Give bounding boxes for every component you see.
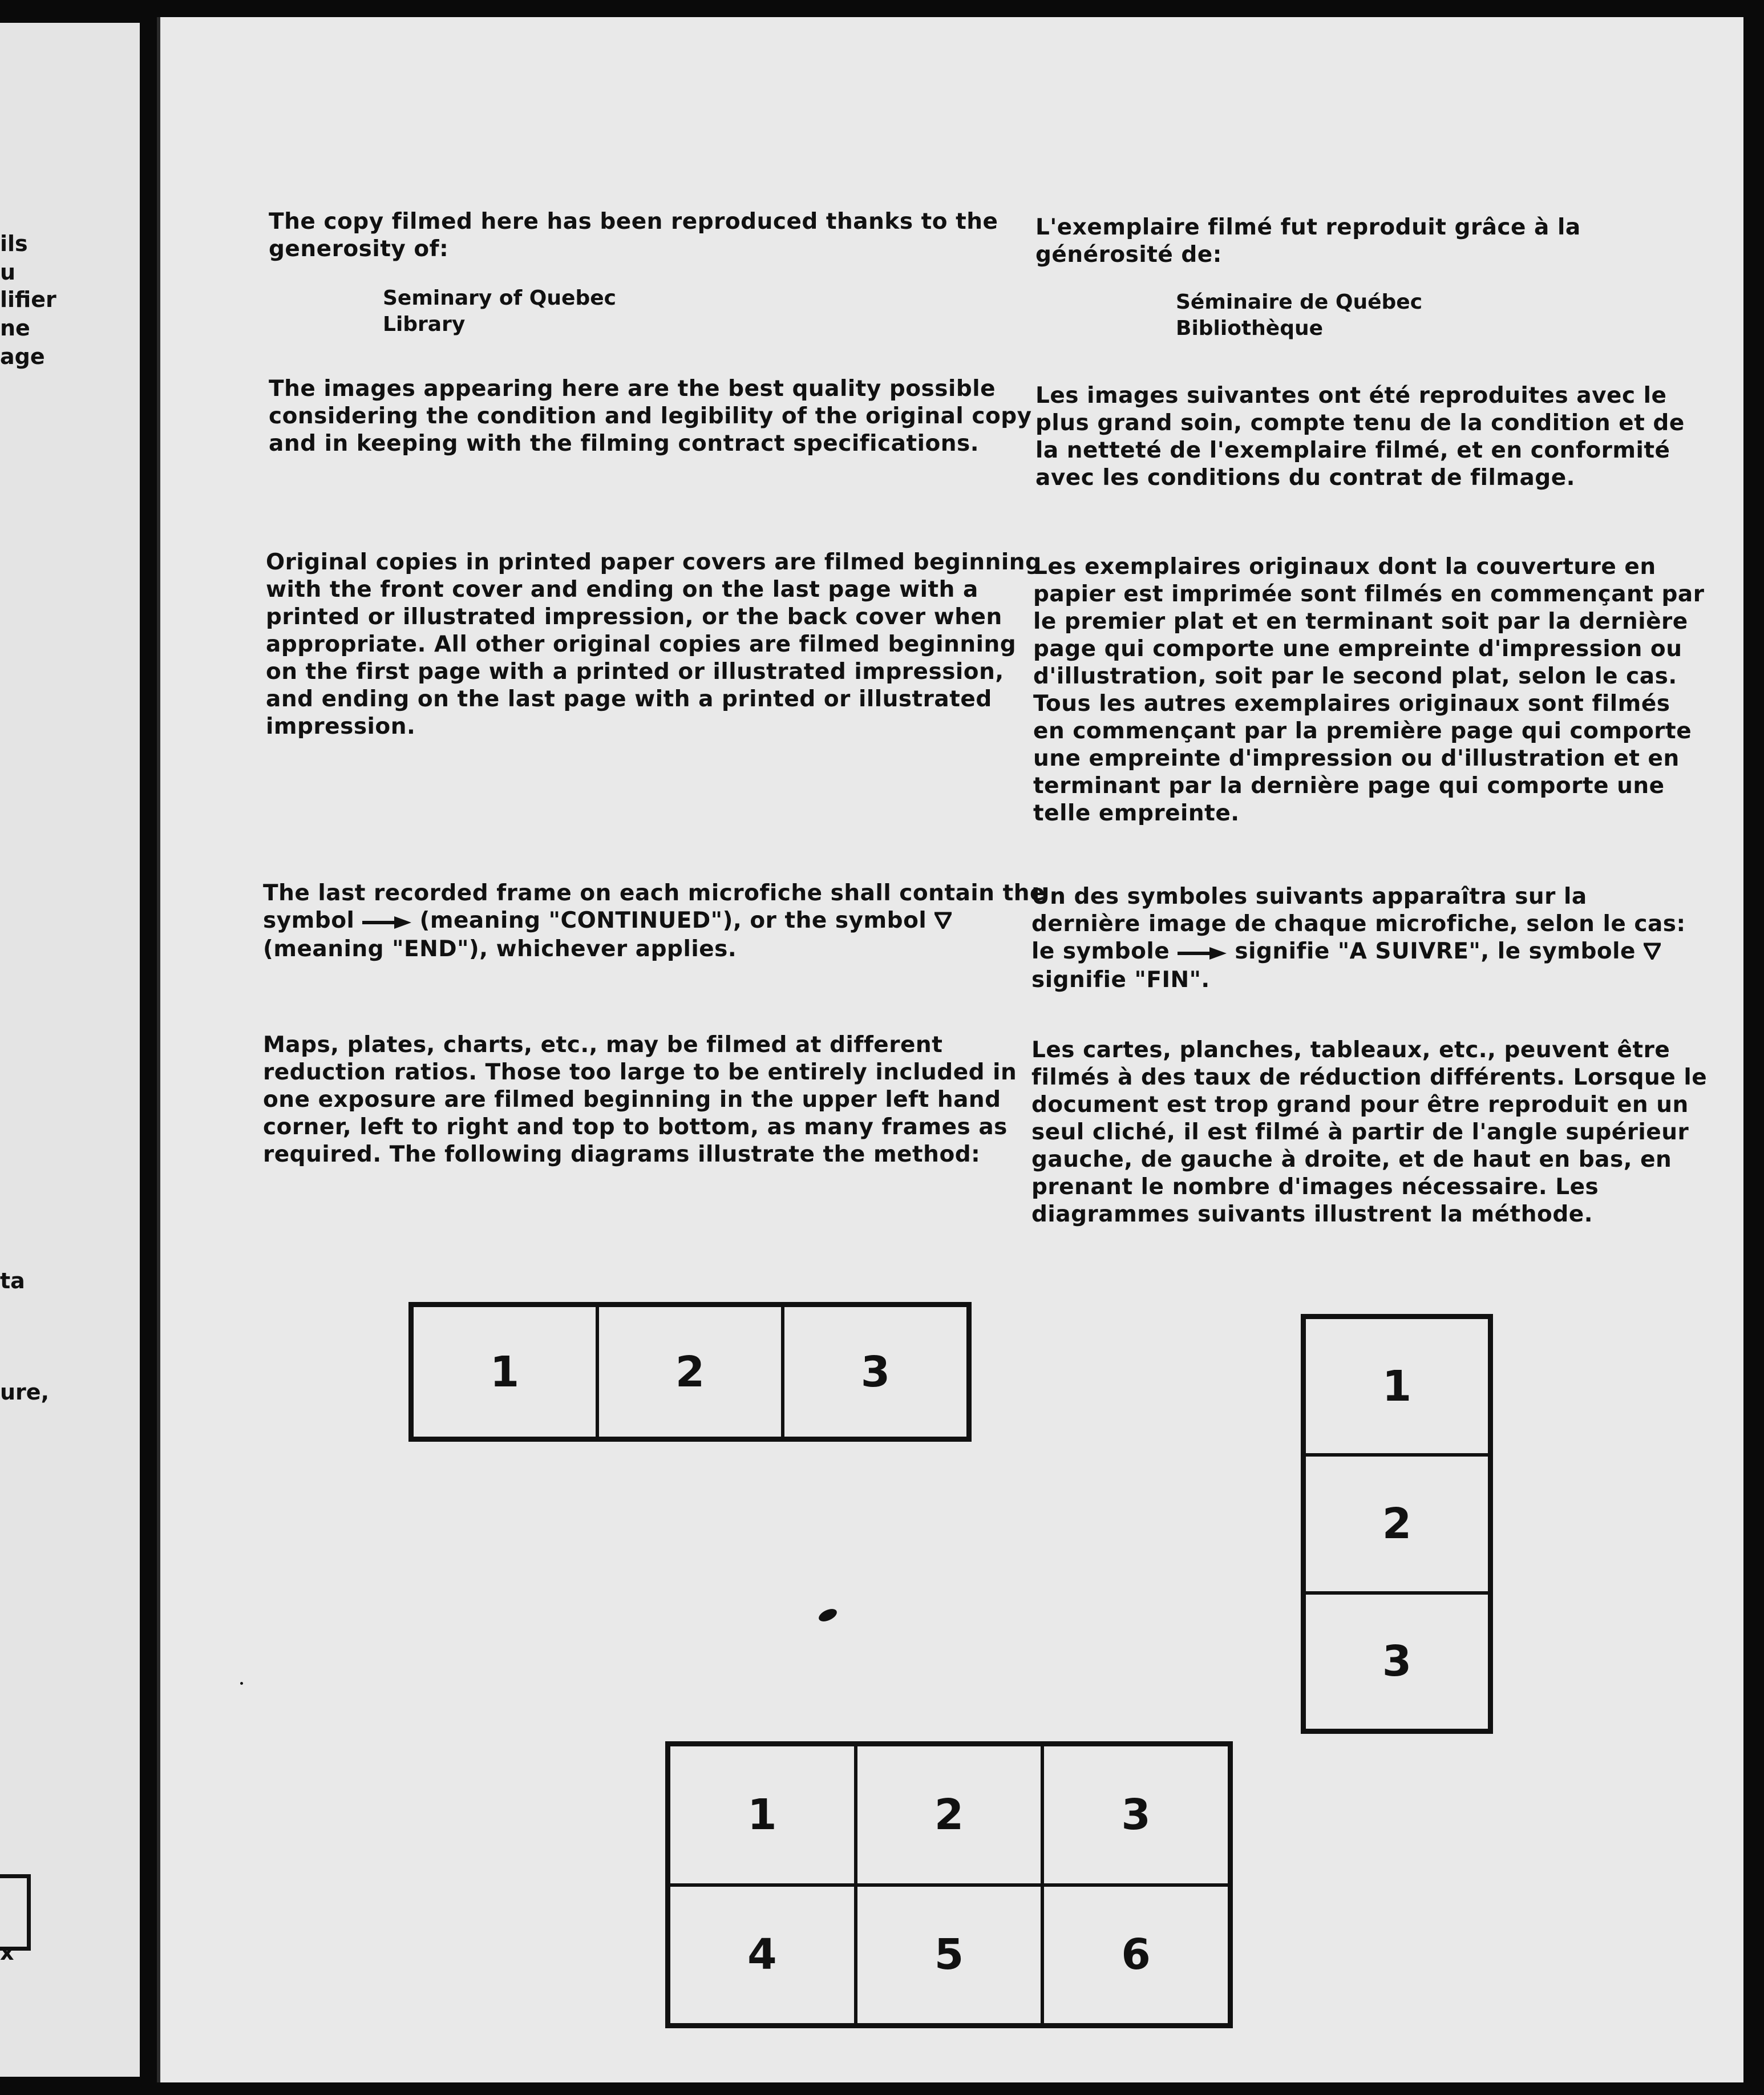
fragment-text: x: [0, 1940, 14, 1965]
english-institution-library: Library: [383, 313, 466, 336]
french-symbols-statement: [1031, 883, 1690, 994]
diagram-frame: 6: [1042, 1885, 1229, 2025]
diagram-frame: 1: [1304, 1317, 1490, 1455]
french-quality-statement: Les images suivantes ont été reproduites avec le plus grand soin, compte tenu de la condition et de la netteté de l'exemplaire filmé, et en conformité avec les conditions du contrat de filmage.: [1035, 383, 1685, 491]
french-maps-statement: Les cartes, planches, tableaux, etc., peuvent être filmés à des taux de réduction différents. Lorsque le document est trop grand pour être reproduit en un seul cliché, il est filmé à partir de l'angle supérieur gauche, de gauche à droite, et de haut en bas, en prenant le nombre d'images nécessaire. Les diagrammes suivants illustrent la méthode.: [1031, 1037, 1708, 1227]
ink-speck: [240, 1682, 243, 1685]
arrow-continued-icon: [1178, 939, 1227, 966]
diagram-frame: 3: [1304, 1593, 1490, 1730]
french-symbols-text-3: signifie "FIN".: [1031, 966, 1210, 993]
microfiche-target-page: [157, 17, 1743, 2082]
english-originals-statement: Original copies in printed paper covers are filmed beginning with the front cover and ending on the last page with a printed or illustrated impression, or the back cover when appropriate. All other original copies are filmed beginning on the first page with a printed or illustrated impression, and ending on the last page with a printed or illustrated impression.: [266, 549, 1042, 739]
fragment-box: [0, 1874, 31, 1951]
diagram-frame: 3: [783, 1305, 968, 1438]
french-originals-statement: Les exemplaires originaux dont la couverture en papier est imprimée sont filmés en commençant par le premier plat et en terminant soit par la dernière page qui comporte une empreinte d'impression ou d'illustration, soit par le second plat, selon le cas. Tous les autres exemplaires originaux sont filmés en commençant par la première page qui comporte une empreinte d'impression ou d'illustration et en terminant par la dernière page qui comporte une telle empreinte.: [1033, 554, 1705, 826]
french-institution-name: Séminaire de Québec: [1176, 290, 1423, 314]
fragment-text: u: [0, 260, 16, 285]
diagram-frame: 5: [856, 1885, 1043, 2025]
triangle-end-icon: [934, 908, 952, 936]
english-quality-statement: The images appearing here are the best quality possible considering the condition and legibility of the original copy and in keeping with the filming contract specifications.: [269, 376, 1032, 456]
french-symbols-text-2: signifie "A SUIVRE", le symbole: [1235, 939, 1636, 964]
french-credit: L'exemplaire filmé fut reproduit grâce à la générosité de:: [1035, 215, 1581, 268]
ink-speck: [817, 1607, 839, 1624]
diagram-frame: 3: [1042, 1745, 1229, 1885]
english-institution-name: Seminary of Quebec: [383, 286, 616, 310]
english-symbols-text-1: The last recorded frame on each microfiche shall contain the symbol: [263, 880, 1045, 933]
fragment-text: ure,: [0, 1380, 50, 1405]
diagram-horizontal: [408, 1302, 972, 1442]
english-maps-statement: Maps, plates, charts, etc., may be filmed at different reduction ratios. Those too large to be entirely included in one exposure are filmed beginning in the upper left hand corner, left to right and top to bottom, as many frames as required. The following diagrams illustrate the method:: [263, 1032, 1017, 1167]
diagram-frame: 2: [1304, 1455, 1490, 1592]
english-symbols-text-3: (meaning "END"), whichever applies.: [263, 936, 737, 962]
fragment-text: ta: [0, 1268, 25, 1293]
diagram-frame: 2: [597, 1305, 783, 1438]
adjacent-page-fragment: [0, 23, 140, 2077]
fragment-text: age: [0, 344, 45, 369]
diagram-frame: 1: [669, 1745, 856, 1885]
diagram-frame: 1: [412, 1305, 597, 1438]
english-symbols-text-2: (meaning "CONTINUED"), or the symbol: [419, 908, 927, 933]
fragment-text: lifier: [0, 287, 56, 312]
fragment-text: ne: [0, 316, 30, 341]
diagram-frame: 2: [856, 1745, 1043, 1885]
french-institution-library: Bibliothèque: [1176, 317, 1324, 340]
triangle-end-icon: [1644, 939, 1661, 966]
diagram-frame: 4: [669, 1885, 856, 2025]
diagram-grid: [665, 1741, 1233, 2028]
fragment-text: ils: [0, 231, 28, 256]
french-symbols-text-1: Un des symboles suivants apparaîtra sur la dernière image de chaque microfiche, selon le cas: le symbole: [1031, 884, 1686, 964]
english-credit: The copy filmed here has been reproduced thanks to the generosity of:: [269, 209, 998, 262]
arrow-continued-icon: [362, 908, 411, 936]
english-symbols-statement: [263, 880, 1059, 963]
diagram-vertical: [1301, 1314, 1493, 1734]
